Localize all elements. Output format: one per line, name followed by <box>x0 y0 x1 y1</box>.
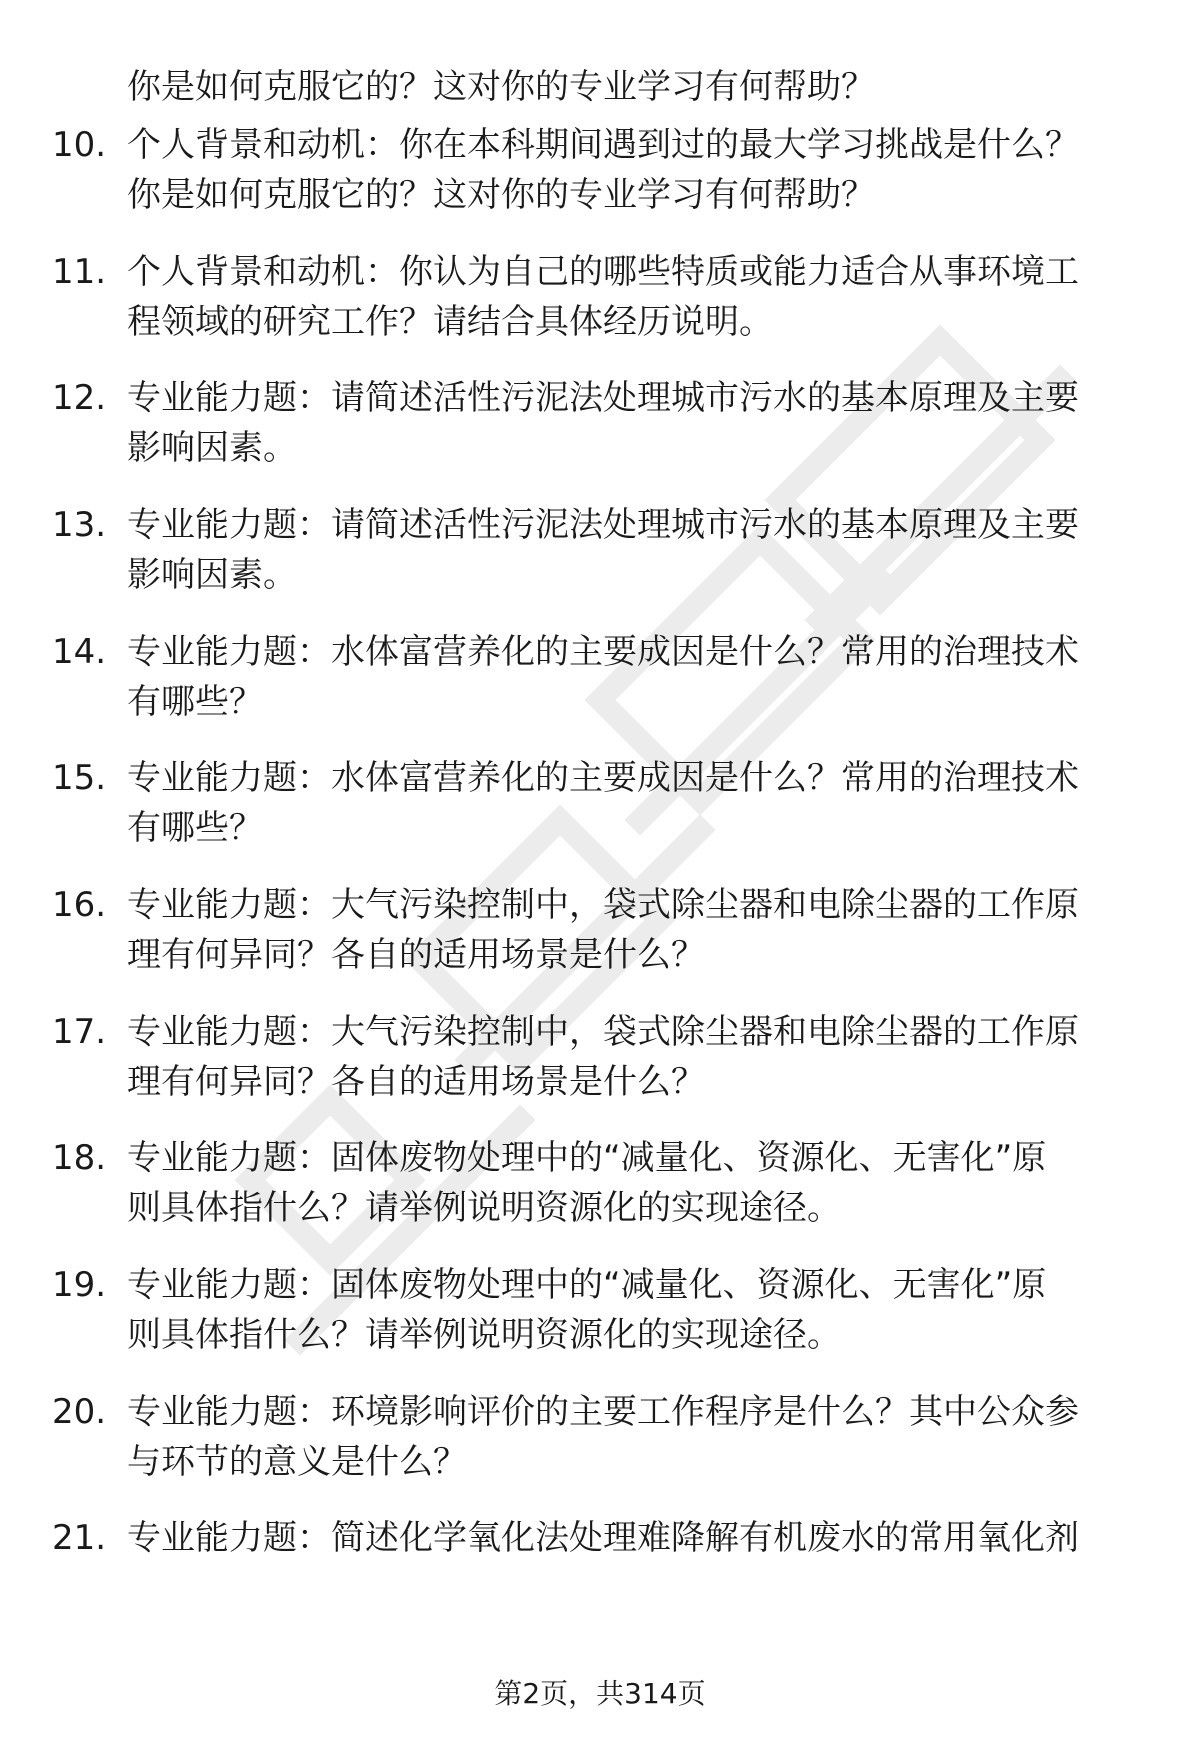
question-text <box>127 247 1142 347</box>
question-item <box>52 1513 1152 1563</box>
question-line: 专业能力题：请简述活性污泥法处理城市污水的基本原理及主要 <box>127 378 1079 418</box>
question-item <box>52 753 1152 853</box>
question-line: 专业能力题：大气污染控制中，袋式除尘器和电除尘器的工作原 <box>127 885 1079 925</box>
question-item <box>52 500 1152 600</box>
question-number: 18. <box>52 1138 107 1178</box>
question-text <box>127 500 1142 600</box>
question-line: 与环节的意义是什么？ <box>127 1442 467 1482</box>
question-item <box>52 247 1152 347</box>
question-line: 专业能力题：水体富营养化的主要成因是什么？常用的治理技术 <box>127 632 1079 672</box>
question-line: 理有何异同？各自的适用场景是什么？ <box>127 1062 705 1102</box>
question-line: 影响因素。 <box>127 555 297 595</box>
question-line: 有哪些？ <box>127 808 263 848</box>
question-line: 个人背景和动机：你认为自己的哪些特质或能力适合从事环境工 <box>127 252 1079 292</box>
question-line: 影响因素。 <box>127 428 297 468</box>
question-line: 则具体指什么？请举例说明资源化的实现途径。 <box>127 1315 841 1355</box>
question-line: 则具体指什么？请举例说明资源化的实现途径。 <box>127 1188 841 1228</box>
question-number: 11. <box>52 252 107 292</box>
question-text <box>127 753 1142 853</box>
question-number: 16. <box>52 885 107 925</box>
question-number: 20. <box>52 1392 107 1432</box>
question-line: 专业能力题：固体废物处理中的“减量化、资源化、无害化”原 <box>127 1265 1047 1305</box>
question-line: 个人背景和动机：你在本科期间遇到过的最大学习挑战是什么？ <box>127 125 1079 165</box>
question-item <box>52 120 1152 220</box>
question-text <box>127 627 1142 727</box>
question-line: 专业能力题：环境影响评价的主要工作程序是什么？其中公众参 <box>127 1392 1079 1432</box>
question-item <box>52 627 1152 727</box>
question-line: 专业能力题：请简述活性污泥法处理城市污水的基本原理及主要 <box>127 505 1079 545</box>
question-item <box>52 373 1152 473</box>
question-text <box>127 1513 1142 1563</box>
question-line: 专业能力题：水体富营养化的主要成因是什么？常用的治理技术 <box>127 758 1079 798</box>
question-number: 10. <box>52 125 107 165</box>
question-text <box>127 373 1142 473</box>
question-line: 你是如何克服它的？这对你的专业学习有何帮助？ <box>127 175 875 215</box>
question-line: 理有何异同？各自的适用场景是什么？ <box>127 935 705 975</box>
question-text <box>127 880 1142 980</box>
question-number: 15. <box>52 758 107 798</box>
question-text <box>127 120 1142 220</box>
question-item <box>52 880 1152 980</box>
question-text <box>127 1387 1142 1487</box>
question-item <box>52 1133 1152 1233</box>
page-footer: 第2页，共314页 <box>494 1677 706 1710</box>
question-number: 14. <box>52 632 107 672</box>
question-item <box>52 1007 1152 1107</box>
question-line: 专业能力题：大气污染控制中，袋式除尘器和电除尘器的工作原 <box>127 1012 1079 1052</box>
question-line: 程领域的研究工作？请结合具体经历说明。 <box>127 302 773 342</box>
continuation-line: 你是如何克服它的？这对你的专业学习有何帮助？ <box>127 67 875 107</box>
question-text <box>127 1260 1142 1360</box>
question-line: 专业能力题：固体废物处理中的“减量化、资源化、无害化”原 <box>127 1138 1047 1178</box>
question-number: 19. <box>52 1265 107 1305</box>
question-line: 有哪些？ <box>127 682 263 722</box>
question-line: 专业能力题：简述化学氧化法处理难降解有机废水的常用氧化剂 <box>127 1518 1079 1558</box>
question-item <box>52 1387 1152 1487</box>
question-item <box>52 1260 1152 1360</box>
question-number: 12. <box>52 378 107 418</box>
question-text <box>127 1133 1142 1233</box>
question-number: 13. <box>52 505 107 545</box>
question-number: 17. <box>52 1012 107 1052</box>
question-text <box>127 1007 1142 1107</box>
question-number: 21. <box>52 1518 107 1558</box>
